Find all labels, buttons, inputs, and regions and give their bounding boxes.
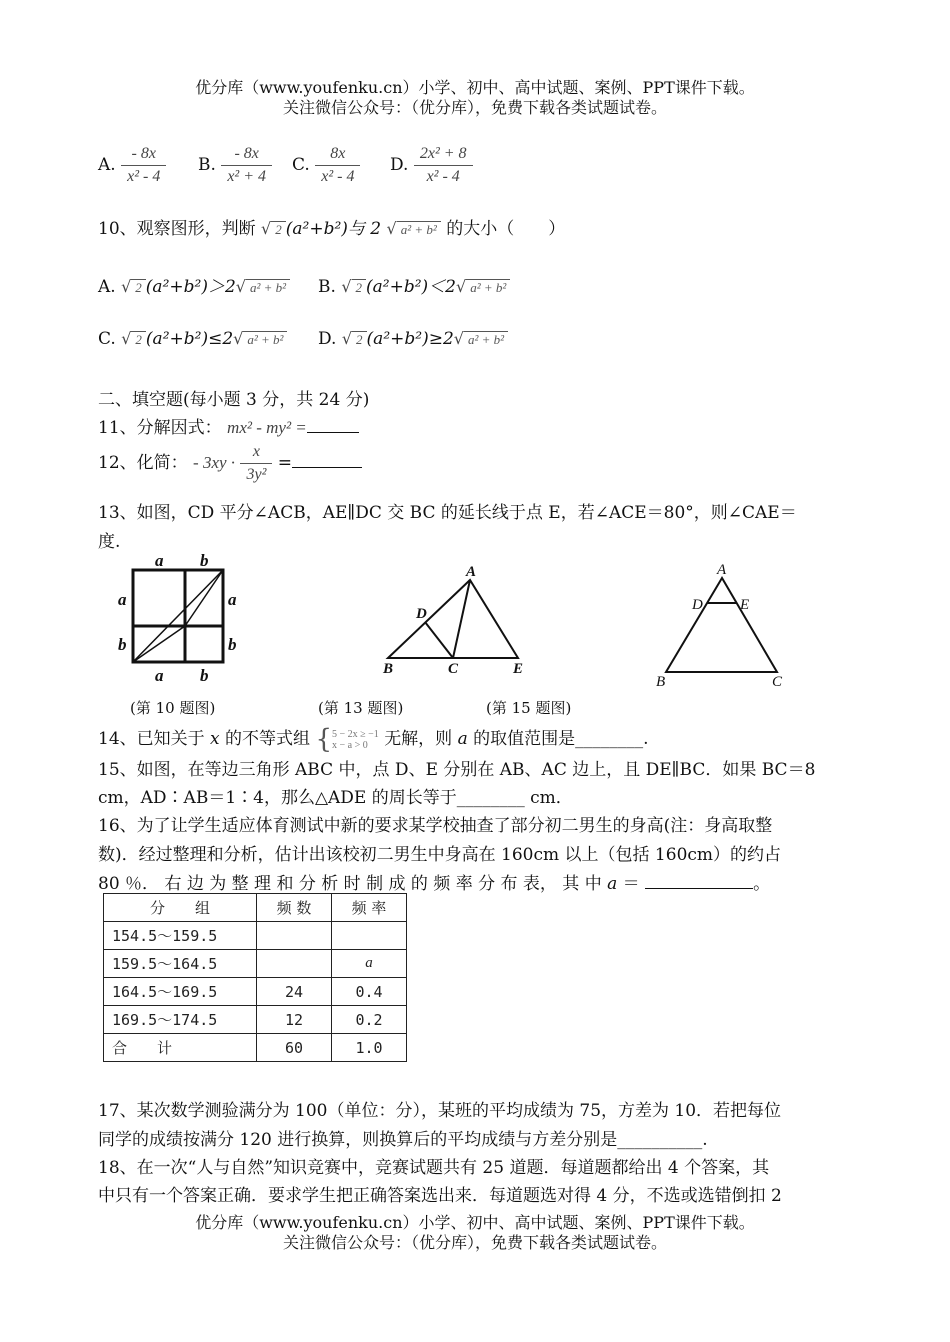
table-cell [257,950,332,978]
q14-var-a: a [457,729,468,749]
header-line-1: 优分库（www.youfenku.cn）小学、初中、高中试题、案例、PPT课件下载。 [195,78,755,97]
numerator: 2x² + 8 [414,145,473,166]
figure-13 [380,560,540,685]
q14-prefix: 14、已知关于 [98,729,205,749]
table-cell: a [332,950,407,978]
q9-option-d [390,145,473,186]
option-label: D. [318,329,337,349]
fig15-label: C [772,674,783,690]
sqrt-2: 2 [271,221,286,238]
q16-var-a: a [607,874,618,894]
option-expr: (a²+b²)＞2 [145,277,236,297]
table-cell: 24 [257,978,332,1006]
denominator: 3y² [246,466,267,483]
fig15-label: E [740,597,750,613]
q10-expr: (a²+b²)与 2 [285,219,382,239]
table-cell: 154.5～159.5 [104,922,257,950]
denominator: x² - 4 [321,168,355,185]
option-label: B. [318,277,336,297]
q16-eq: ＝ [622,874,640,894]
sqrt-a2b2: a² + b² [246,279,290,296]
fraction [315,145,360,186]
fig10-label: b [118,635,127,654]
q16-line-3-text: 80 ％． 右 边 为 整 理 和 分 析 时 制 成 的 频 率 分 布 表， 其 中 [98,874,602,894]
figure-15 [650,562,800,694]
option-label: A. [98,155,116,175]
table-cell: 合 计 [104,1034,257,1062]
denominator: x² - 4 [127,168,161,185]
table-cell: 60 [257,1034,332,1062]
table-header-row [104,894,407,922]
sqrt-2: 2 [352,279,367,296]
table-cell: 159.5～164.5 [104,950,257,978]
fig10-label: b [200,666,209,685]
q11-expr: mx² - my² = [227,418,307,437]
fig10-label: a [228,590,237,609]
q14-suffix-2: 的取值范围是________. [473,729,649,749]
q15-line-1: 15、如图，在等边三角形 ABC 中，点 D、E 分别在 AB、AC 边上，且 DE∥BC．如果 BC＝8 [98,760,816,780]
q9-option-b [198,145,272,186]
footer-line-1: 优分库（www.youfenku.cn）小学、初中、高中试题、案例、PPT课件下载。 [195,1213,755,1232]
fig13-label: C [448,661,459,677]
q9-option-c [292,145,360,186]
q12-answer-blank [292,467,362,468]
q11-answer-blank [307,432,359,433]
q18-line-2: 中只有一个答案正确．要求学生把正确答案选出来．每道题选对得 4 分，不选或选错倒扣 2 [98,1186,782,1206]
table-header: 频 数 [257,894,332,922]
table-cell: 169.5～174.5 [104,1006,257,1034]
fig13-label: A [466,564,477,580]
fig10-label: a [155,666,164,685]
fig13-label: E [513,661,524,677]
fig13-label: D [416,606,427,622]
q15-line-2: cm，AD∶AB＝1∶4，那么△ADE 的周长等于________ cm． [98,788,573,808]
table-header: 频 率 [332,894,407,922]
q11-text: 11、分解因式： [98,418,222,438]
q17-line-2: 同学的成绩按满分 120 进行换算，则换算后的平均成绩与方差分别是__________. [98,1130,708,1150]
table-row [104,1034,407,1062]
numerator: - 8x [121,145,166,166]
q14-mid: 的不等式组 [225,729,311,749]
table-cell [257,922,332,950]
fig10-label: a [155,551,164,570]
q10-option-d: D. √ 2 (a²+b²)≥2√ a² + b² [318,329,508,349]
option-label: A. [98,277,116,297]
q11 [98,413,359,438]
table-row [104,978,407,1006]
q16-answer-blank [645,888,753,889]
sqrt-a2b2: a² + b² [397,221,441,238]
q10-option-b: B. √ 2 (a²+b²)＜2√ a² + b² [318,272,510,297]
q16-line-1: 16、为了让学生适应体育测试中新的要求某学校抽查了部分初二男生的身高(注：身高取整 [98,816,773,836]
table-cell: 1.0 [332,1034,407,1062]
q13-line-1: 13、如图，CD 平分∠ACB，AE∥DC 交 BC 的延长线于点 E，若∠ACE＝80°，则∠CAE＝ [98,503,797,523]
q10-prefix: 10、观察图形，判断 [98,219,256,239]
numerator: - 8x [221,145,272,166]
table-row [104,950,407,978]
numerator: 8x [315,145,360,166]
option-label: B. [198,155,216,175]
fig15-caption: (第 15 题图) [486,699,572,717]
option-label: D. [390,155,409,175]
table-cell: 0.2 [332,1006,407,1034]
option-label: C. [98,329,116,349]
numerator: x [240,443,272,464]
q12-text: 12、化简： [98,453,188,473]
header-line-2: 关注微信公众号：（优分库），免费下载各类试题试卷。 [282,98,667,117]
footer-line-2: 关注微信公众号：（优分库），免费下载各类试题试卷。 [282,1233,667,1252]
option-expr: (a²+b²)＜2 [366,277,456,297]
q9-option-a [98,145,166,186]
q10-stem: 10、观察图形，判断 √ 2 (a²+b²)与 2 √ a² + b² 的大小（ ） [98,219,566,239]
table-header: 分 组 [104,894,257,922]
sqrt-2: 2 [131,331,146,348]
sqrt-a2b2: a² + b² [464,331,508,348]
fig13-label: B [383,661,394,677]
fig13-caption: (第 13 题图) [318,699,404,717]
sqrt-a2b2: a² + b² [466,279,510,296]
q12-expr: - 3xy · [193,453,236,472]
q14-var: x [210,729,220,749]
denominator: x² + 4 [227,168,267,185]
fig10-label: b [228,635,237,654]
q16-line-3 [98,869,770,894]
q13-line-2: 度. [98,532,121,552]
q10-suffix: 的大小（ ） [446,219,566,239]
frequency-table [103,893,407,1062]
sqrt-2: 2 [352,331,367,348]
fig15-label: A [717,562,727,578]
q10-option-c: C. √ 2 (a²+b²)≤2√ a² + b² [98,329,287,349]
table-cell: 12 [257,1006,332,1034]
figure-10 [100,550,260,690]
table-cell [332,922,407,950]
q10-option-a: A. √ 2 (a²+b²)＞2√ a² + b² [98,272,290,297]
table-cell: 164.5～169.5 [104,978,257,1006]
table-row [104,922,407,950]
q12 [98,443,362,484]
q16-line-2: 数)．经过整理和分析，估计出该校初二男生中身高在 160cm 以上（包括 160cm）的约占 [98,845,782,865]
fraction [221,145,272,186]
fraction [121,145,166,186]
denominator: x² - 4 [426,168,460,185]
sqrt-a2b2: a² + b² [243,331,287,348]
table-row [104,1006,407,1034]
option-label: C. [292,155,310,175]
q14-ineq-1: 5 − 2x ≥ −1 [332,728,379,740]
q14: 14、已知关于 x 的不等式组 { 5 − 2x ≥ −1 x − a > 0 无解，则 a 的取值范围是________. [98,724,649,755]
q18-line-1: 18、在一次“人与自然”知识竞赛中，竞赛试题共有 25 道题．每道题都给出 4 个答案，其 [98,1158,770,1178]
q16-end: 。 [753,874,771,894]
option-expr: (a²+b²)≥2 [366,329,454,349]
sqrt-2: 2 [131,279,146,296]
option-expr: (a²+b²)≤2 [145,329,234,349]
q14-ineq-2: x − a > 0 [332,739,368,751]
fig10-caption: (第 10 题图) [130,699,216,717]
fraction [240,443,272,484]
fig10-label: a [118,590,127,609]
section-2-title: 二、填空题(每小题 3 分，共 24 分) [98,390,370,410]
q12-eq: = [277,453,293,473]
fraction [414,145,473,186]
q14-suffix-1: 无解，则 [384,729,453,749]
fig10-label: b [200,551,209,570]
q17-line-1: 17、某次数学测验满分为 100（单位：分），某班的平均成绩为 75，方差为 10．若把每位 [98,1101,782,1121]
table-cell: 0.4 [332,978,407,1006]
fig15-label: D [692,597,703,613]
fig15-label: B [656,674,666,690]
